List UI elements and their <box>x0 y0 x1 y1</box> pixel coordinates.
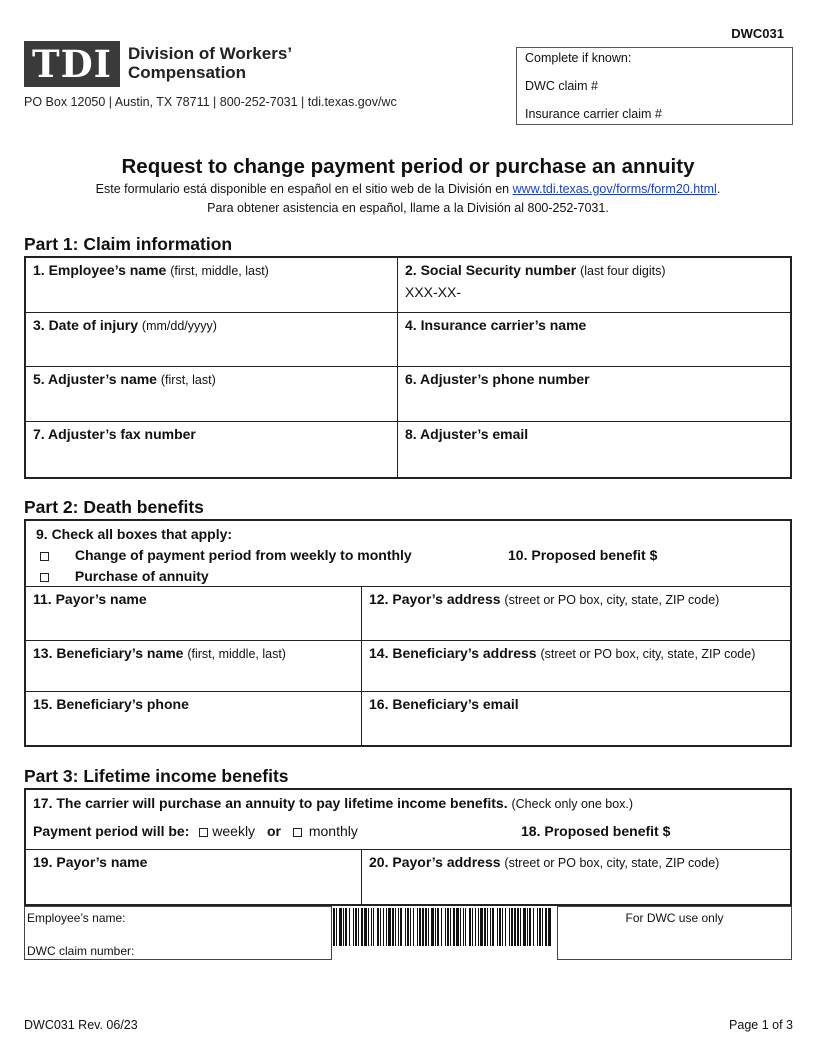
part3-grid <box>24 788 792 906</box>
adjuster-name-field[interactable]: 5. Adjuster’s name (first, last) <box>33 371 216 387</box>
proposed-benefit-death[interactable]: 10. Proposed benefit $ <box>508 547 658 563</box>
checkbox-monthly[interactable] <box>40 552 49 561</box>
dwc-use-box <box>557 906 792 960</box>
annuity-statement: 17. The carrier will purchase an annuity to pay lifetime income benefits. (Check only one box.) <box>33 795 634 811</box>
forms-link[interactable]: www.tdi.texas.gov/forms/form20.html <box>512 182 717 196</box>
checkbox-annuity[interactable] <box>40 573 49 582</box>
checkbox-weekly[interactable] <box>199 828 208 837</box>
complete-if-known-box <box>516 47 793 125</box>
check-all-label: 9. Check all boxes that apply: <box>36 526 233 542</box>
adjuster-phone-field[interactable]: 6. Adjuster’s phone number <box>405 371 590 387</box>
page-number: Page 1 of 3 <box>729 1018 793 1032</box>
payment-period-row: Payment period will be: weekly or monthly <box>33 823 358 839</box>
spanish-text: Este formulario está disponible en español en el sitio web de la División en <box>95 182 510 196</box>
ssn-field[interactable]: 2. Social Security number (last four digits) XXX-XX- <box>398 258 792 312</box>
payor-name-field[interactable]: 11. Payor’s name <box>33 591 147 607</box>
option-monthly[interactable]: Change of payment period from weekly to monthly <box>40 547 412 563</box>
tdi-logo: TDI <box>24 41 120 87</box>
dwc-use-label: For DWC use only <box>625 911 724 925</box>
form-code: DWC031 <box>731 26 784 41</box>
barcode <box>333 908 551 946</box>
employee-name-label: Employee’s name: <box>27 911 126 925</box>
proposed-benefit-lifetime[interactable]: 18. Proposed benefit $ <box>521 823 671 839</box>
beneficiary-address-field[interactable]: 14. Beneficiary’s address (street or PO box, city, state, ZIP code) <box>369 645 756 661</box>
insurance-carrier-field[interactable]: 4. Insurance carrier’s name <box>405 317 587 333</box>
part3-heading: Part 3: Lifetime income benefits <box>24 766 289 786</box>
payor-address-lifetime-field[interactable]: 20. Payor’s address (street or PO box, city, state, ZIP code) <box>369 854 720 870</box>
adjuster-fax-field[interactable]: 7. Adjuster’s fax number <box>33 426 196 442</box>
org-name-line2: Compensation <box>128 63 247 82</box>
spanish-period: . <box>716 182 721 196</box>
monthly-label: monthly <box>308 823 358 839</box>
org-name <box>128 44 292 82</box>
beneficiary-name-field[interactable]: 13. Beneficiary’s name (first, middle, last) <box>33 645 286 661</box>
beneficiary-phone-field[interactable]: 15. Beneficiary’s phone <box>33 696 189 712</box>
carrier-claim-field[interactable]: Insurance carrier claim # <box>525 107 662 121</box>
part1-grid <box>24 256 792 479</box>
org-name-line1: Division of Workers’ <box>128 44 293 63</box>
option-annuity[interactable]: Purchase of annuity <box>40 568 209 584</box>
part2-grid <box>24 519 792 747</box>
contact-line: PO Box 12050 | Austin, TX 78711 | 800-252-7031 | tdi.texas.gov/wc <box>24 95 397 109</box>
known-title: Complete if known: <box>525 51 632 65</box>
spanish-notice-line2: Para obtener asistencia en español, llame a la División al 800-252-7031. <box>207 201 609 215</box>
date-of-injury-field[interactable]: 3. Date of injury (mm/dd/yyyy) <box>33 317 217 333</box>
ssn-prefill: XXX-XX- <box>405 284 462 300</box>
dwc-claim-number-label: DWC claim number: <box>27 944 135 958</box>
employee-name-field[interactable]: 1. Employee’s name (first, middle, last) <box>33 262 269 278</box>
checkbox-monthly-lifetime[interactable] <box>293 828 302 837</box>
weekly-label: weekly <box>212 823 256 839</box>
payor-name-lifetime-field[interactable]: 19. Payor’s name <box>33 854 148 870</box>
spanish-notice-line1 <box>0 182 816 196</box>
adjuster-email-field[interactable]: 8. Adjuster’s email <box>405 426 529 442</box>
part2-heading: Part 2: Death benefits <box>24 497 204 517</box>
employee-id-box <box>24 906 332 960</box>
part1-heading: Part 1: Claim information <box>24 234 233 254</box>
dwc-claim-field[interactable]: DWC claim # <box>525 79 598 93</box>
payor-address-field[interactable]: 12. Payor’s address (street or PO box, city, state, ZIP code) <box>369 591 720 607</box>
beneficiary-email-field[interactable]: 16. Beneficiary’s email <box>369 696 519 712</box>
revision-footer: DWC031 Rev. 06/23 <box>24 1018 138 1032</box>
page-title: Request to change payment period or purchase an annuity <box>121 155 695 178</box>
